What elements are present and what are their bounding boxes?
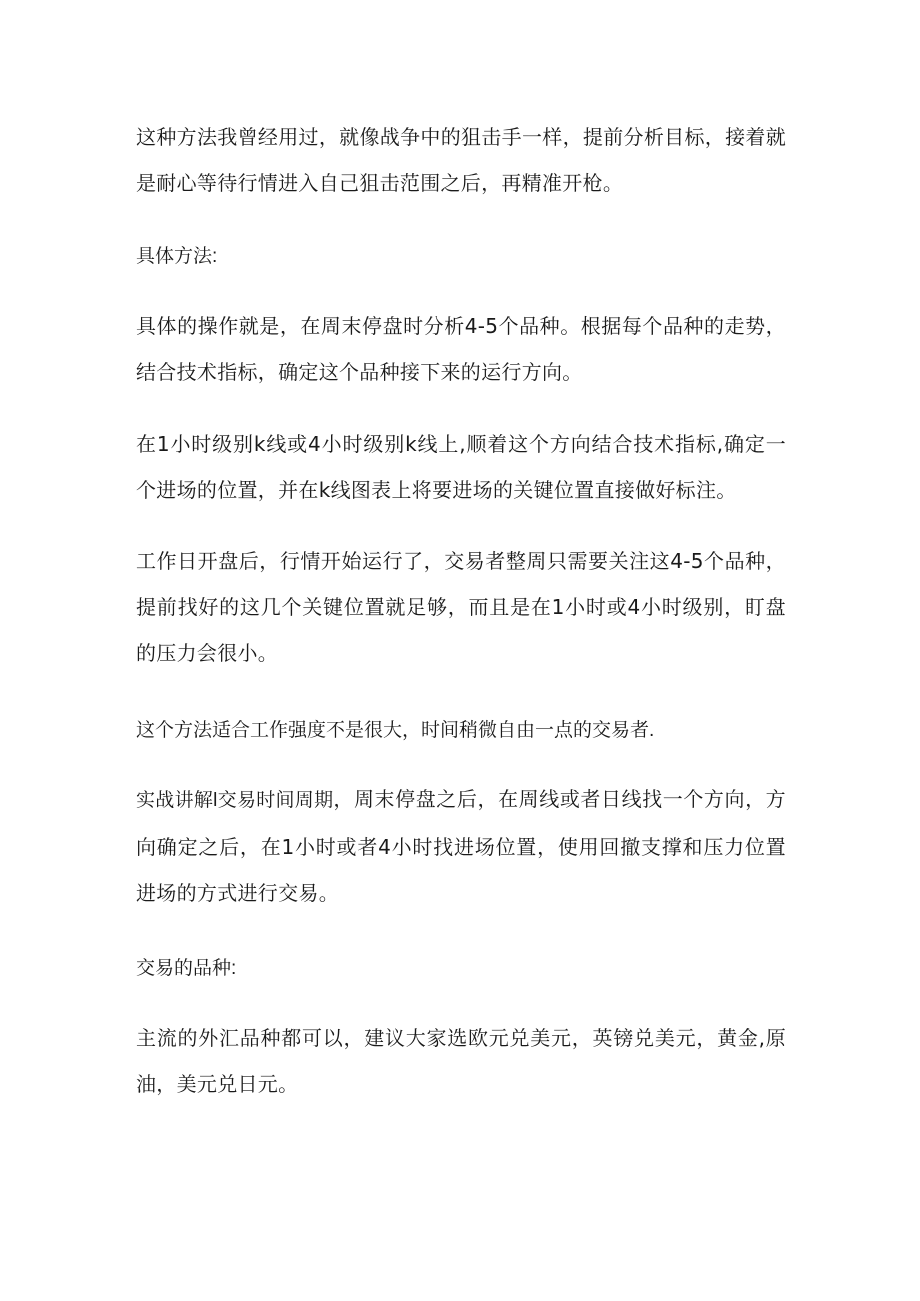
paragraph-sniper-analogy: 这种方法我曾经用过，就像战争中的狙击手一样，提前分析目标，接着就是耐心等待行情进入自己狙击范围之后，再精准开枪。 — [136, 125, 786, 195]
paragraph-weekday-monitoring: 工作日开盘后，行情开始运行了，交易者整周只需要关注这4-5个品种，提前找好的这几个关键位置就足够，而且是在1小时或4小时级别，盯盘的压力会很小。 — [136, 549, 786, 665]
heading-specific-method: 具体方法: — [136, 246, 218, 267]
heading-trading-instruments: 交易的品种: — [136, 958, 237, 979]
paragraph-entry-position: 在1小时级别k线或4小时级别k线上,顺着这个方向结合技术指标,确定一个进场的位置，并在k线图表上将要进场的关键位置直接做好标注。 — [136, 432, 786, 502]
practical-explanation-lead: 实战讲解l交易时间周期 — [136, 790, 334, 811]
paragraph-instrument-list: 主流的外汇品种都可以，建议大家选欧元兑美元，英镑兑美元，黄金,原油，美元兑日元。 — [136, 1026, 786, 1096]
paragraph-suitable-traders: 这个方法适合工作强度不是很大，时间稍微自由一点的交易者. — [136, 720, 655, 741]
practical-explanation-body: ，周末停盘之后，在周线或者日线找一个方向，方向确定之后，在1小时或者4小时找进场位置，使用回撤支撑和压力位置进场的方式进行交易。 — [136, 787, 786, 905]
paragraph-weekend-analysis: 具体的操作就是，在周末停盘时分析4-5个品种。根据每个品种的走势，结合技术指标，确定这个品种接下来的运行方向。 — [136, 314, 786, 384]
paragraph-practical-explanation — [136, 776, 786, 916]
